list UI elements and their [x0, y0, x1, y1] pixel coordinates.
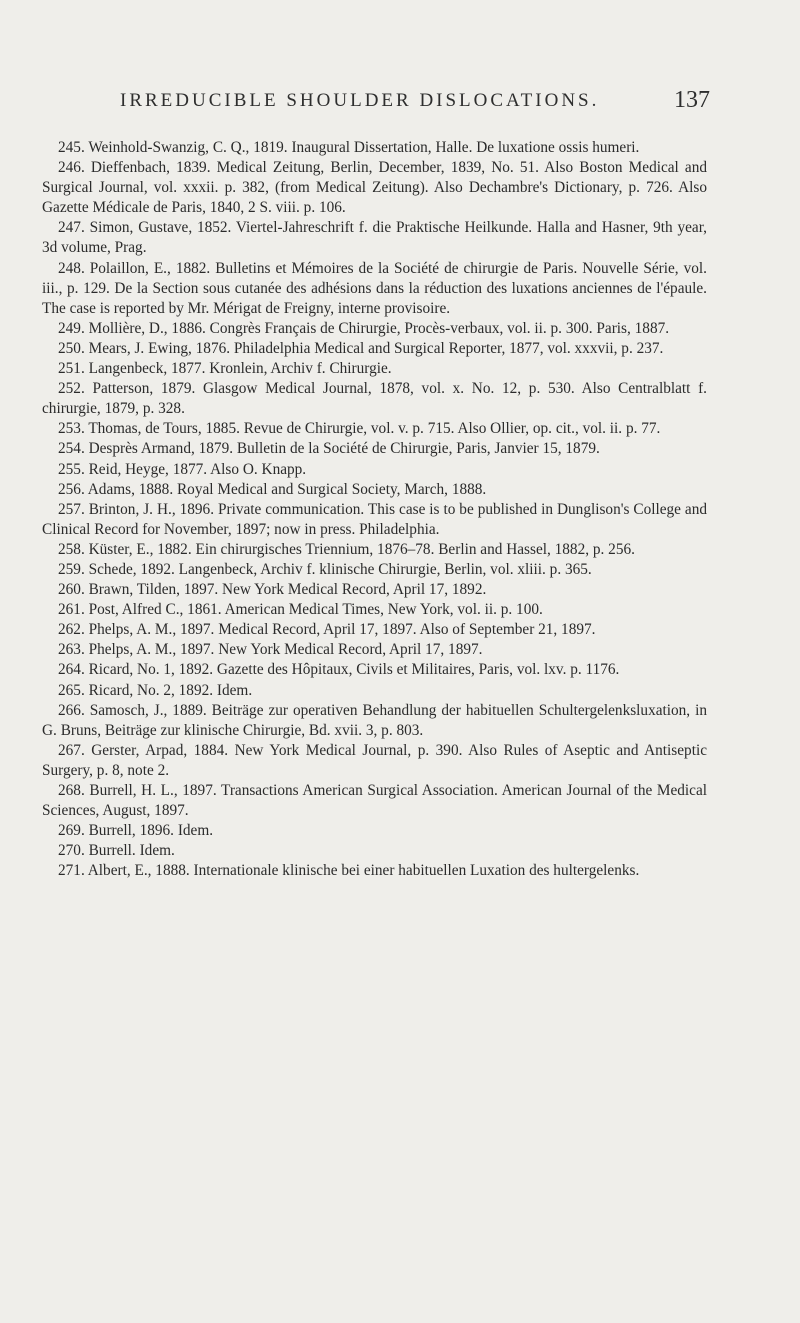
reference-261: 261. Post, Alfred C., 1861. American Medical Times, New York, vol. ii. p. 100.	[58, 601, 543, 619]
reference-271: 271. Albert, E., 1888. Internationale klinische bei einer habituellen Luxation des hultergelenks.	[58, 862, 640, 880]
reference-248: 248. Polaillon, E., 1882. Bulletins et Mémoires de la Société de chirurgie de Paris. Nouvelle Série, vol. iii., p. 129. De la Section sous cutanée des adhésions dans la réduction des luxations anciennes de l'épaule. The case is reported by Mr. Mérigat de Freigny, interne provisoire.	[42, 259, 707, 317]
reference-257: 257. Brinton, J. H., 1896. Private communication. This case is to be published in Dunglison's College and Clinical Record for November, 1897; now in press. Philadelphia.	[42, 500, 707, 538]
reference-268: 268. Burrell, H. L., 1897. Transactions American Surgical Association. American Journal of the Medical Sciences, August, 1897.	[42, 782, 707, 820]
reference-250: 250. Mears, J. Ewing, 1876. Philadelphia Medical and Surgical Reporter, 1877, vol. xxxvii, p. 237.	[58, 339, 664, 357]
reference-265: 265. Ricard, No. 2, 1892. Idem.	[58, 681, 253, 699]
reference-256: 256. Adams, 1888. Royal Medical and Surgical Society, March, 1888.	[58, 480, 487, 498]
reference-251: 251. Langenbeck, 1877. Kronlein, Archiv f. Chirurgie.	[58, 360, 392, 378]
reference-249: 249. Mollière, D., 1886. Congrès Français de Chirurgie, Procès-verbaux, vol. ii. p. 300. Paris, 1887.	[58, 319, 670, 337]
reference-262: 262. Phelps, A. M., 1897. Medical Record, April 17, 1897. Also of September 21, 1897.	[58, 621, 596, 639]
reference-264: 264. Ricard, No. 1, 1892. Gazette des Hôpitaux, Civils et Militaires, Paris, vol. lxv. p. 1176.	[58, 661, 620, 679]
reference-258: 258. Küster, E., 1882. Ein chirurgisches Triennium, 1876–78. Berlin and Hassel, 1882, p. 256.	[58, 540, 635, 558]
reference-270: 270. Burrell. Idem.	[58, 842, 175, 860]
reference-253: 253. Thomas, de Tours, 1885. Revue de Chirurgie, vol. v. p. 715. Also Ollier, op. cit., vol. ii. p. 77.	[58, 420, 661, 438]
reference-252: 252. Patterson, 1879. Glasgow Medical Journal, 1878, vol. x. No. 12, p. 530. Also Centralblatt f. chirurgie, 1879, p. 328.	[42, 380, 707, 418]
reference-266: 266. Samosch, J., 1889. Beiträge zur operativen Behandlung der habituellen Schultergelenksluxation, in G. Bruns, Beiträge zur klinische Chirurgie, Bd. xvii. 3, p. 803.	[42, 701, 707, 739]
reference-245: 245. Weinhold-Swanzig, C. Q., 1819. Inaugural Dissertation, Halle. De luxatione ossis humeri.	[58, 139, 640, 156]
page-number: 137	[674, 87, 710, 113]
running-title: IRREDUCIBLE SHOULDER DISLOCATIONS.	[120, 90, 600, 111]
reference-255: 255. Reid, Heyge, 1877. Also O. Knapp.	[58, 460, 307, 478]
reference-246: 246. Dieffenbach, 1839. Medical Zeitung, Berlin, December, 1839, No. 51. Also Boston Medical and Surgical Journal, vol. xxxii. p. 382, (from Medical Zeitung). Also Dechambre's Dictionary, p. 726. Also Gazette Médicale de Paris, 1840, 2 S. viii. p. 106.	[42, 159, 707, 217]
reference-267: 267. Gerster, Arpad, 1884. New York Medical Journal, p. 390. Also Rules of Aseptic and Antiseptic Surgery, p. 8, note 2.	[42, 741, 707, 779]
reference-269: 269. Burrell, 1896. Idem.	[58, 822, 214, 840]
reference-247: 247. Simon, Gustave, 1852. Viertel-Jahreschrift f. die Praktische Heilkunde. Halla and Hasner, 9th year, 3d volume, Prag.	[42, 219, 707, 257]
reference-list	[42, 138, 707, 881]
reference-259: 259. Schede, 1892. Langenbeck, Archiv f. klinische Chirurgie, Berlin, vol. xliii. p. 365.	[58, 560, 592, 578]
reference-260: 260. Brawn, Tilden, 1897. New York Medical Record, April 17, 1892.	[58, 581, 487, 599]
page-header	[120, 87, 710, 120]
reference-263: 263. Phelps, A. M., 1897. New York Medical Record, April 17, 1897.	[58, 641, 483, 659]
reference-254: 254. Desprès Armand, 1879. Bulletin de la Société de Chirurgie, Paris, Janvier 15, 1879.	[58, 440, 600, 458]
